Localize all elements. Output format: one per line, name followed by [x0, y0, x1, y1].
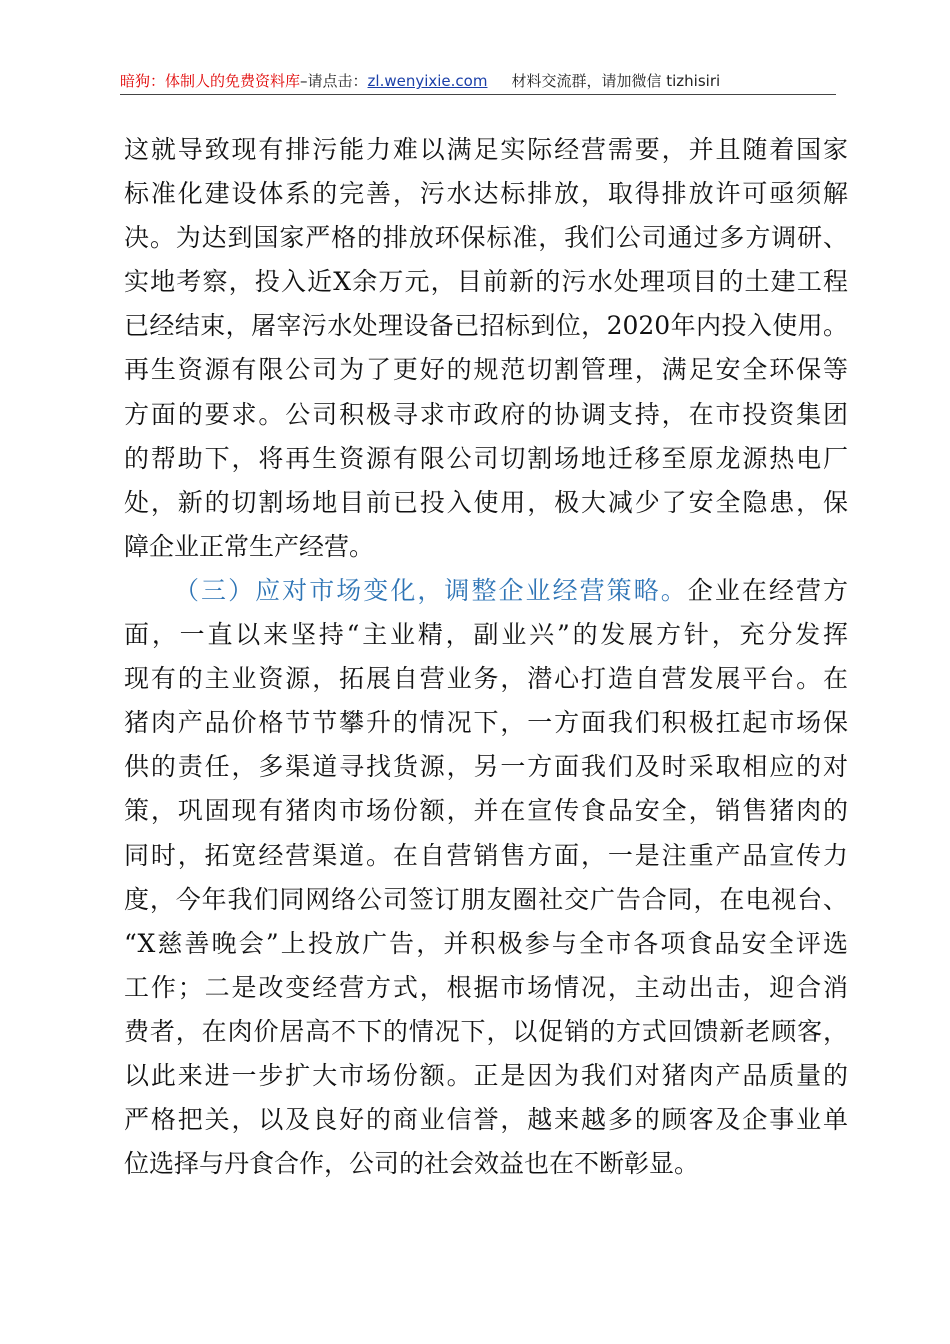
text-line: 费者，在肉价居高不下的情况下，以促销的方式回馈新老顾客， — [124, 1016, 848, 1046]
header-contact: 材料交流群，请加微信 tizhisiri — [511, 72, 721, 90]
header-click-prefix: –请点击： — [300, 72, 368, 90]
text-line: 猪肉产品价格节节攀升的情况下，一方面我们积极扛起市场保 — [124, 708, 848, 738]
text-line: 障企业正常生产经营。 — [124, 531, 375, 561]
heading-continuation: 企业在经营方 — [687, 575, 848, 605]
text-line: 处，新的切割场地目前已投入使用，极大减少了安全隐患，保 — [124, 487, 848, 517]
text-line: 的帮助下，将再生资源有限公司切割场地迁移至原龙源热电厂 — [124, 443, 848, 473]
page-header — [120, 70, 836, 95]
document-body — [124, 128, 848, 1186]
text-line: 位选择与丹食合作，公司的社会效益也在不断彰显。 — [124, 1149, 700, 1179]
text-line — [124, 569, 848, 613]
text-line: 供的责任，多渠道寻找货源，另一方面我们及时采取相应的对 — [124, 752, 848, 782]
text-line: 这就导致现有排污能力难以满足实际经营需要，并且随着国家 — [124, 135, 848, 164]
text-line: 策，巩固现有猪肉市场份额，并在宣传食品安全，销售猪肉的 — [124, 796, 848, 826]
text-line: 再生资源有限公司为了更好的规范切割管理，满足安全环保等 — [124, 355, 848, 385]
text-line: 决。为达到国家严格的排放环保标准，我们公司通过多方调研、 — [124, 223, 848, 253]
header-url-link[interactable]: zl.wenyixie.com — [367, 72, 488, 90]
text-line: 面，一直以来坚持“主业精，副业兴”的发展方针，充分发挥 — [124, 620, 848, 650]
text-line: 工作；二是改变经营方式，根据市场情况，主动出击，迎合消 — [124, 972, 848, 1002]
text-line: 以此来进一步扩大市场份额。正是因为我们对猪肉产品质量的 — [124, 1060, 848, 1090]
text-line: 现有的主业资源，拓展自营业务，潜心打造自营发展平台。在 — [124, 664, 848, 694]
text-line: 度，今年我们同网络公司签订朋友圈社交广告合同，在电视台、 — [124, 884, 848, 914]
text-line: 已经结束，屠宰污水处理设备已招标到位，2020年内投入使用。 — [124, 311, 848, 341]
paragraph-1 — [124, 128, 848, 569]
text-line: “X慈善晚会”上投放广告，并积极参与全市各项食品安全评选 — [124, 928, 848, 958]
paragraph-2 — [124, 569, 848, 1186]
text-line: 实地考察，投入近X余万元，目前新的污水处理项目的土建工程 — [124, 267, 848, 297]
header-label: 暗狗：体制人的免费资料库 — [120, 72, 301, 90]
text-line: 方面的要求。公司积极寻求市政府的协调支持，在市投资集团 — [124, 399, 848, 429]
text-line: 标准化建设体系的完善，污水达标排放，取得排放许可亟须解 — [124, 179, 848, 209]
text-line: 同时，拓宽经营渠道。在自营销售方面，一是注重产品宣传力 — [124, 840, 848, 870]
text-line: 严格把关，以及良好的商业信誉，越来越多的顾客及企事业单 — [124, 1105, 848, 1135]
section-heading: （三）应对市场变化，调整企业经营策略。 — [174, 575, 688, 605]
